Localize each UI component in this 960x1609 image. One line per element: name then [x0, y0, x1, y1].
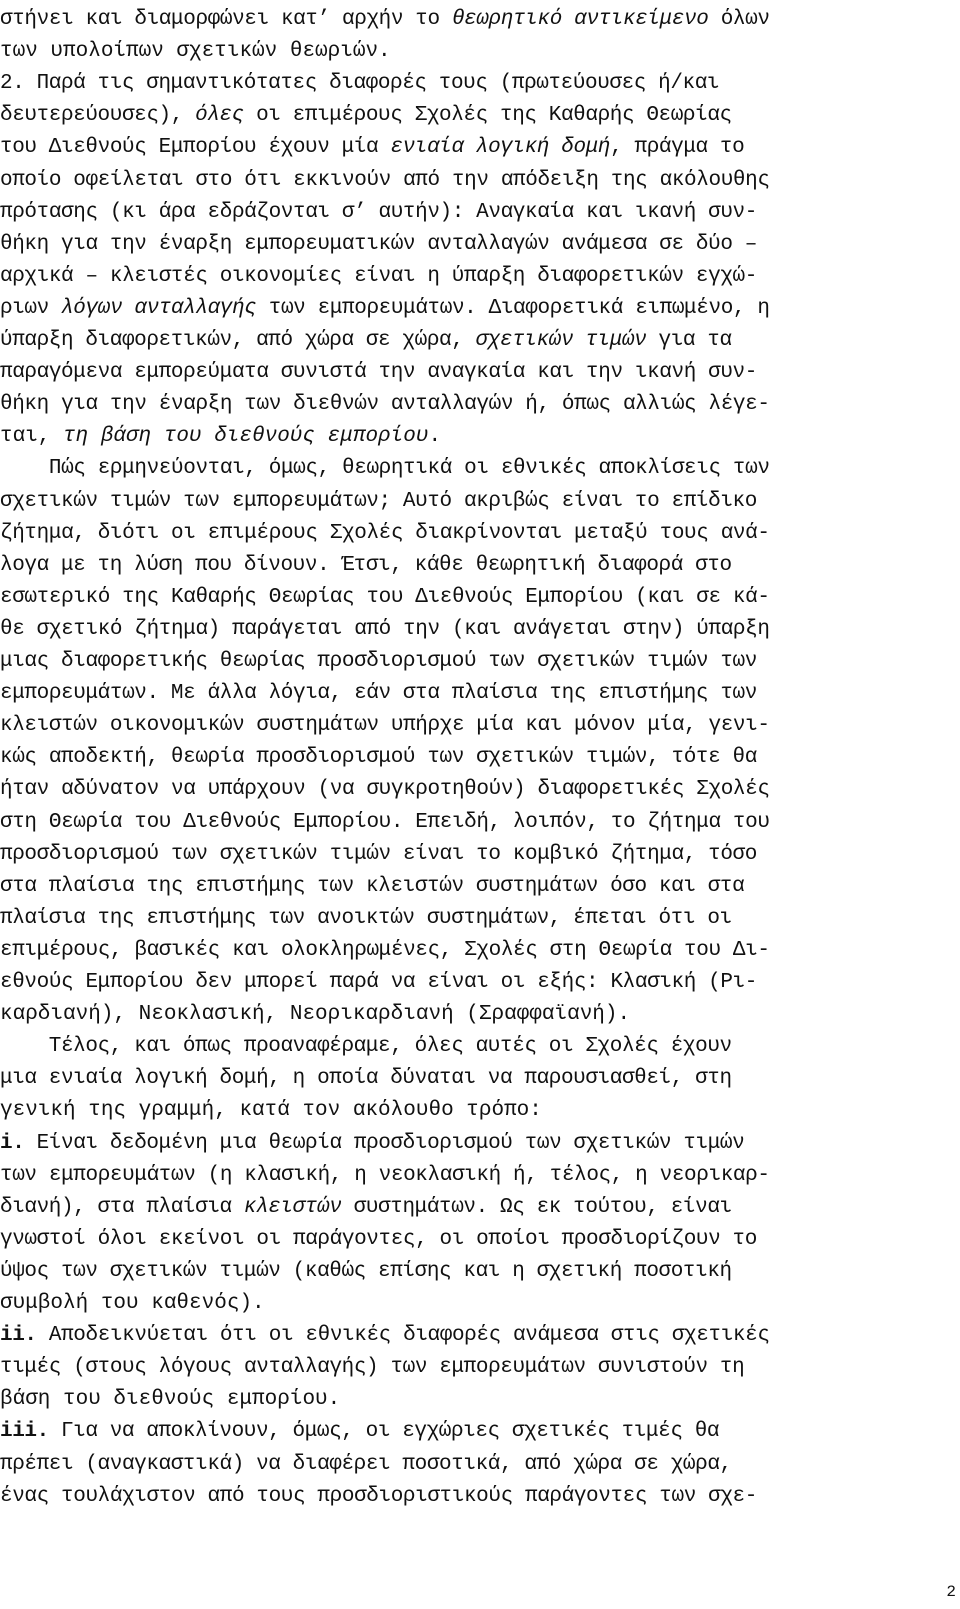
text-line: [0, 1481, 960, 1513]
text-segment: .: [428, 425, 442, 449]
text-segment: ζήτημα, διότι οι επιμέρους Σχολές διακρίνονται μεταξύ τους ανά-: [0, 521, 770, 545]
text-segment: στήνει και διαμορφώνει κατ’ αρχήν το: [0, 8, 452, 31]
text-segment: λογα με τη λύση που δίνουν. Έτσι, κάθε θεωρητική διαφορά στο: [0, 553, 732, 577]
text-segment: καρδιανή), Νεοκλασική, Νεορικαρδιανή (Σραφφαϊανή).: [0, 1003, 631, 1027]
text-segment: Είναι δεδομένη μια θεωρία προσδιορισμού των σχετικών τιμών: [24, 1131, 745, 1155]
text-segment: λόγων ανταλλαγής: [61, 296, 257, 320]
text-segment: , πράγμα το: [610, 136, 745, 160]
text-segment: τη βάση του διεθνούς εμπορίου: [63, 425, 429, 449]
text-line: [0, 453, 960, 485]
text-line: [0, 935, 960, 967]
text-segment: κλειστών: [243, 1195, 342, 1219]
text-segment: κλειστών οικονομικών συστημάτων υπήρχε μία και μόνον μία, γενι-: [0, 714, 770, 738]
text-segment: iii.: [0, 1420, 49, 1444]
text-line: [0, 1224, 960, 1256]
text-line: [0, 999, 960, 1031]
text-segment: μια ενιαία λογική δομή, η οποία δύναται να παρουσιασθεί, στη: [0, 1067, 732, 1091]
text-line: [0, 967, 960, 999]
text-segment: σχετικών τιμών: [475, 329, 647, 352]
text-segment: ii.: [0, 1324, 37, 1348]
text-segment: στη Θεωρία του Διεθνούς Εμπορίου. Επειδή, λοιπόν, το ζήτημα του: [0, 810, 770, 834]
text-segment: δευτερεύουσες),: [0, 104, 196, 128]
text-line: [0, 68, 960, 100]
text-segment: τιμές (στους λόγους ανταλλαγής) των εμπορευμάτων συνιστούν τη: [0, 1356, 745, 1380]
text-segment: εμπορευμάτων. Με άλλα λόγια, εάν στα πλαίσια της επιστήμης των: [0, 682, 757, 706]
text-line: [0, 357, 960, 389]
text-segment: σχετικών τιμών των εμπορευμάτων; Αυτό ακριβώς είναι το επίδικο: [0, 489, 757, 513]
text-segment: πρέπει (αναγκαστικά) να διαφέρει ποσοτικά, από χώρα σε χώρα,: [0, 1452, 732, 1476]
text-line: [0, 293, 960, 325]
text-line: [0, 421, 960, 453]
text-line: [0, 486, 960, 518]
text-segment: ύψος των σχετικών τιμών (καθώς επίσης και η σχετική ποσοτική: [0, 1259, 732, 1283]
text-segment: 2. Παρά τις σημαντικότατες διαφορές τους (πρωτεύουσες ή/και: [0, 72, 720, 96]
text-line: [0, 742, 960, 774]
text-segment: πλαίσια της επιστήμης των ανοικτών συστημάτων, έπεται ότι οι: [0, 906, 732, 930]
text-segment: όλων: [708, 8, 770, 31]
text-segment: ύπαρξη διαφορετικών, από χώρα σε χώρα,: [0, 329, 476, 352]
text-line: [0, 325, 960, 357]
text-segment: συμβολή του καθενός).: [0, 1292, 265, 1315]
text-line: [0, 1416, 960, 1448]
text-line: [0, 774, 960, 806]
text-segment: αρχικά – κλειστές οικονομίες είναι η ύπαρξη διαφορετικών εγχώ-: [0, 264, 757, 288]
text-segment: οποίο οφείλεται στο ότι εκκινούν από την απόδειξη της ακόλουθης: [0, 168, 770, 192]
text-line: [0, 229, 960, 261]
text-line: [0, 646, 960, 678]
text-line: [0, 839, 960, 871]
text-line: [0, 197, 960, 229]
text-line: [0, 100, 960, 132]
text-line: [0, 871, 960, 903]
text-segment: κώς αποδεκτή, θεωρία προσδιορισμού των σχετικών τιμών, τότε θα: [0, 746, 757, 770]
text-segment: Τέλος, και όπως προαναφέραμε, όλες αυτές οι Σχολές έχουν: [0, 1035, 732, 1059]
text-line: [0, 807, 960, 839]
text-segment: Για να αποκλίνουν, όμως, οι εγχώριες σχετικές τιμές θα: [48, 1420, 720, 1444]
text-line: [0, 903, 960, 935]
text-segment: εσωτερικό της Καθαρής Θεωρίας του Διεθνούς Εμπορίου (και σε κά-: [0, 585, 770, 609]
text-segment: των εμπορευμάτων (η κλασική, η νεοκλασική ή, τέλος, η νεορικαρ-: [0, 1163, 770, 1187]
text-line: [0, 389, 960, 421]
text-segment: συστημάτων. Ως εκ τούτου, είναι: [341, 1195, 732, 1219]
text-line: [0, 710, 960, 742]
text-segment: όλες: [195, 104, 244, 128]
text-line: [0, 614, 960, 646]
text-segment: i.: [0, 1131, 25, 1155]
text-segment: πρότασης (κι άρα εδράζονται σ’ αυτήν): Αναγκαία και ικανή συν-: [0, 200, 757, 224]
text-line: [0, 132, 960, 164]
text-segment: των εμπορευμάτων. Διαφορετικά ειπωμένο, η: [256, 296, 770, 320]
text-segment: Πώς ερμηνεύονται, όμως, θεωρητικά οι εθνικές αποκλίσεις των: [0, 457, 770, 481]
text-line: [0, 4, 960, 36]
text-segment: γνωστοί όλοι εκείνοι οι παράγοντες, οι οποίοι προσδιορίζουν το: [0, 1227, 757, 1251]
text-line: [0, 1160, 960, 1192]
text-segment: ριων: [0, 296, 62, 320]
page-number: 2: [946, 1583, 956, 1601]
text-segment: θε σχετικό ζήτημα) παράγεται από την (και ανάγεται στην) ύπαρξη: [0, 617, 770, 641]
text-segment: θήκη για την έναρξη εμπορευματικών ανταλλαγών ανάμεσα σε δύο –: [0, 232, 757, 256]
text-line: [0, 582, 960, 614]
text-line: [0, 1352, 960, 1384]
text-line: [0, 1449, 960, 1481]
text-segment: εθνούς Εμπορίου δεν μπορεί παρά να είναι οι εξής: Κλασική (Ρι-: [0, 971, 757, 994]
text-line: [0, 518, 960, 550]
text-line: [0, 550, 960, 582]
text-line: [0, 1128, 960, 1160]
text-line: [0, 1063, 960, 1095]
text-segment: επιμέρους, βασικές και ολοκληρωμένες, Σχολές στη Θεωρία του Δι-: [0, 938, 770, 962]
text-segment: ενιαία λογική δομή: [390, 136, 611, 160]
text-line: [0, 1192, 960, 1224]
text-segment: του Διεθνούς Εμπορίου έχουν μία: [0, 136, 391, 160]
text-line: [0, 1031, 960, 1063]
text-segment: διανή), στα πλαίσια: [0, 1195, 244, 1219]
text-line: [0, 1384, 960, 1416]
text-segment: προσδιορισμού των σχετικών τιμών είναι το κομβικό ζήτημα, τόσο: [0, 842, 757, 866]
text-segment: γενική της γραμμή, κατά τον ακόλουθο τρόπο:: [0, 1099, 542, 1123]
text-line: [0, 165, 960, 197]
text-segment: στα πλαίσια της επιστήμης των κλειστών συστημάτων όσο και στα: [0, 874, 745, 898]
text-line: [0, 1320, 960, 1352]
text-segment: ήταν αδύνατον να υπάρχουν (να συγκροτηθούν) διαφορετικές Σχολές: [0, 778, 770, 802]
text-segment: βάση του διεθνούς εμπορίου.: [0, 1388, 341, 1412]
text-line: [0, 1095, 960, 1127]
text-line: [0, 1288, 960, 1320]
text-segment: μιας διαφορετικής θεωρίας προσδιορισμού των σχετικών τιμών των: [0, 650, 757, 673]
text-line: [0, 36, 960, 68]
text-segment: ένας τουλάχιστον από τους προσδιοριστικούς παράγοντες των σχε-: [0, 1484, 757, 1508]
text-segment: θεωρητικό αντικείμενο: [451, 8, 709, 31]
text-segment: Αποδεικνύεται ότι οι εθνικές διαφορές ανάμεσα στις σχετικές: [36, 1324, 770, 1348]
text-segment: παραγόμενα εμπορεύματα συνιστά την αναγκαία και την ικανή συν-: [0, 361, 757, 385]
text-segment: των υπολοίπων σχετικών θεωριών.: [0, 40, 391, 64]
text-segment: θήκη για την έναρξη των διεθνών ανταλλαγών ή, όπως αλλιώς λέγε-: [0, 393, 770, 417]
text-line: [0, 261, 960, 293]
text-segment: οι επιμέρους Σχολές της Καθαρής Θεωρίας: [243, 104, 732, 128]
text-segment: ται,: [0, 425, 64, 449]
text-line: [0, 1256, 960, 1288]
text-line: [0, 678, 960, 710]
text-segment: για τα: [646, 329, 732, 352]
